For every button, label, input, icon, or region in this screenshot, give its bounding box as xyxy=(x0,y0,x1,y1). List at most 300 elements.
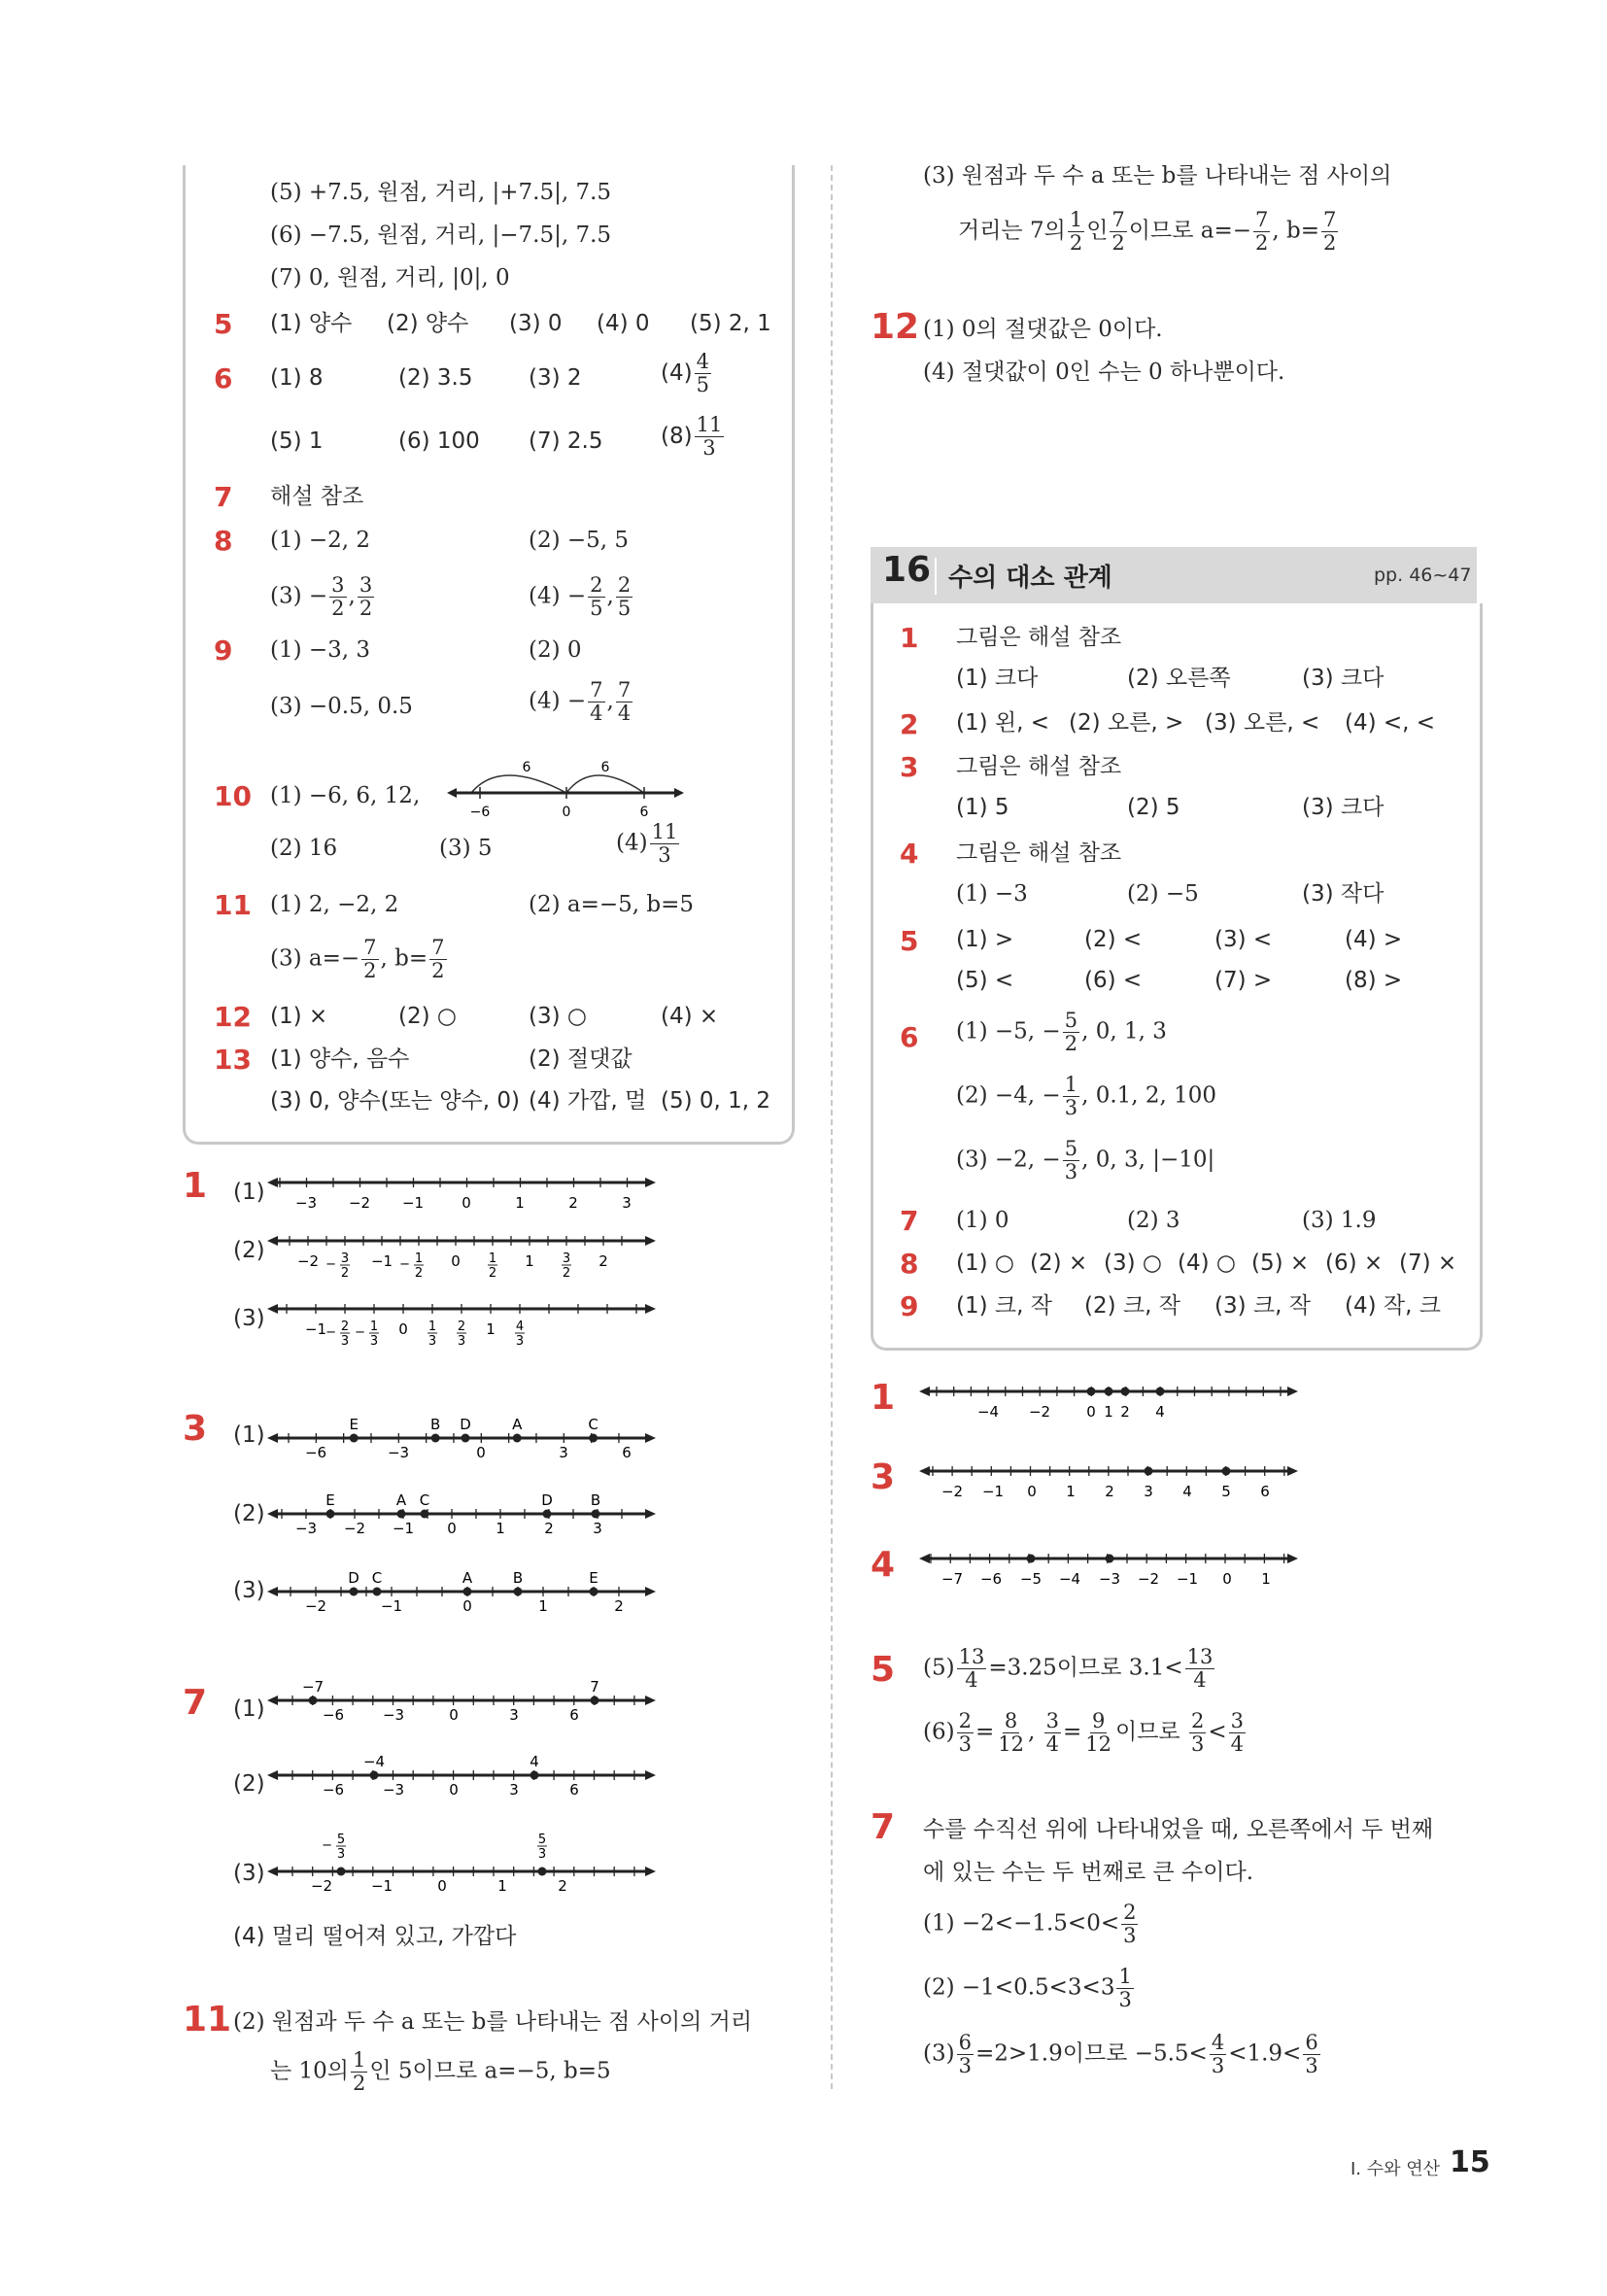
tick-label: A xyxy=(462,1569,473,1587)
explanation-line: (1) 0의 절댓값은 0이다. xyxy=(923,317,1163,342)
fraction: $\frac{13}{4}$ xyxy=(1186,1645,1214,1692)
answer: (1) 5 xyxy=(956,795,1009,820)
point-marker xyxy=(543,1510,552,1519)
tick-label: −3 xyxy=(387,1444,410,1461)
point-marker xyxy=(1087,1388,1096,1396)
tick-label: C xyxy=(588,1416,598,1433)
question-number: 7 xyxy=(214,481,233,513)
tick-label: 3 xyxy=(457,1334,466,1349)
answer: (3) 크다 xyxy=(1302,666,1385,691)
answer: (4) × xyxy=(661,1004,719,1029)
arrow-head xyxy=(919,1466,930,1476)
answer: (6) 100 xyxy=(398,428,480,454)
tick-label: −6 xyxy=(322,1781,345,1799)
explanation-line: 에 있는 수는 두 번째로 큰 수이다. xyxy=(923,1860,1254,1885)
number-line xyxy=(267,1409,656,1469)
tick-label: 1 xyxy=(1066,1483,1076,1500)
jump-label: 6 xyxy=(600,760,610,775)
answer: (1) 왼, < xyxy=(956,710,1050,736)
tick-label: 0 xyxy=(462,1194,471,1212)
row-label: (1) xyxy=(233,1696,265,1722)
answer: (3) ○ xyxy=(529,1004,587,1029)
tick-label: 3 xyxy=(509,1706,519,1724)
answer: (1) 양수 xyxy=(270,311,353,336)
tick-label: −1 xyxy=(380,1597,403,1615)
tick-label: 3 xyxy=(340,1334,350,1349)
answer: (4) − $\frac{2}{5}$ , $\frac{2}{5}$ xyxy=(529,573,632,620)
fraction: $\frac{7}{2}$ xyxy=(1111,208,1125,255)
point-marker xyxy=(589,1434,598,1443)
tick-label: 0 xyxy=(462,1597,472,1615)
tick-label: E xyxy=(349,1416,359,1433)
fraction: $\frac{4}{3}$ xyxy=(1211,2031,1225,2077)
point-marker xyxy=(530,1771,539,1780)
fraction: $\frac{7}{2}$ xyxy=(1323,208,1337,255)
question-number: 9 xyxy=(214,634,233,667)
tick-label: 3 xyxy=(369,1334,379,1349)
tick-label: 2 xyxy=(568,1194,578,1212)
tick-label: 0 xyxy=(447,1520,457,1537)
tick-label: 0 xyxy=(1086,1403,1096,1421)
arrow-head xyxy=(267,1696,278,1705)
answer-line: (5) +7.5, 원점, 거리, |+7.5|, 7.5 xyxy=(270,180,612,205)
question-number: 1 xyxy=(871,1378,896,1418)
arrow-head xyxy=(267,1304,278,1314)
tick-label: 0 xyxy=(1027,1483,1037,1500)
answer: 그림은 해설 참조 xyxy=(956,754,1122,779)
answer: (5) < xyxy=(956,968,1014,993)
tick-label: 6 xyxy=(569,1781,579,1799)
fraction: $\frac{3}{2}$ xyxy=(331,573,345,620)
answer: (3) 0 xyxy=(509,311,563,336)
answer: (7) × xyxy=(1399,1251,1457,1276)
point-marker xyxy=(421,1510,429,1519)
row-label: (3) xyxy=(233,1306,265,1331)
tick-label: 2 xyxy=(1120,1403,1130,1421)
tick-label: 1 xyxy=(1261,1570,1271,1588)
arrow-head xyxy=(1287,1387,1298,1396)
page-number: 15 xyxy=(1450,2145,1490,2179)
tick-label: 5 xyxy=(336,1833,346,1847)
answer-line: (7) 0, 원점, 거리, |0|, 0 xyxy=(270,265,510,291)
arrow-head xyxy=(645,1770,656,1780)
tick-label: −3 xyxy=(294,1520,318,1537)
tick-label: B xyxy=(512,1569,524,1587)
tick-label: −2 xyxy=(304,1597,327,1615)
question-number: 1 xyxy=(183,1166,208,1206)
answer: (3) 0, 양수(또는 양수, 0) xyxy=(270,1088,520,1114)
tick-label: − xyxy=(322,1838,332,1853)
answer: (1) 양수, 음수 xyxy=(270,1046,410,1072)
answer: (1) −3, 3 xyxy=(270,637,371,663)
answer: 그림은 해설 참조 xyxy=(956,840,1122,866)
arrow-head xyxy=(919,1554,930,1563)
tick-label: 1 xyxy=(369,1319,379,1334)
answer: (3) $\frac{6}{3}$ =2>1.9이므로 −5.5< $\frac{4}{3}$ <1.9< $\frac{6}{3}$ xyxy=(923,2031,1318,2077)
tick-label: −6 xyxy=(979,1570,1003,1588)
tick-label: −7 xyxy=(940,1570,964,1588)
fraction: $\frac{8}{12}$ xyxy=(998,1709,1024,1756)
tick-label: 2 xyxy=(598,1252,608,1270)
answer: (3) 작다 xyxy=(1302,881,1385,907)
tick-label: C xyxy=(371,1569,383,1587)
answer: (2) × xyxy=(1030,1251,1088,1276)
answer: (2) 16 xyxy=(270,836,338,861)
tick-label: 2 xyxy=(544,1520,554,1537)
arrow-head xyxy=(645,1867,656,1876)
number-line xyxy=(267,1746,656,1808)
tick-label: 1 xyxy=(538,1597,548,1615)
answer-label: (8) xyxy=(661,424,693,449)
explanation-line: (4) 절댓값이 0인 수는 0 하나뿐이다. xyxy=(923,360,1285,385)
answer: (2) 오른쪽 xyxy=(1127,666,1231,691)
arrow-head xyxy=(645,1304,656,1314)
question-number: 13 xyxy=(214,1044,252,1076)
point-marker xyxy=(431,1434,440,1443)
answer: (6) × xyxy=(1325,1251,1384,1276)
answer: (3) −0.5, 0.5 xyxy=(270,694,413,719)
fraction: $\frac{1}{3}$ xyxy=(1064,1073,1078,1119)
tick-label: 1 xyxy=(525,1252,534,1270)
question-number: 11 xyxy=(183,2000,232,2039)
fraction: $\frac{11}{3}$ xyxy=(696,413,723,460)
tick-label: 3 xyxy=(509,1781,519,1799)
answer xyxy=(661,415,726,459)
point-marker xyxy=(590,1588,598,1596)
point-marker xyxy=(538,1868,547,1876)
tick-label: 4 xyxy=(530,1753,539,1770)
answer: (4) > xyxy=(1345,927,1403,952)
number-line xyxy=(267,1297,656,1367)
point-marker xyxy=(1105,1388,1113,1396)
arrow-head xyxy=(645,1178,656,1187)
jump-arc-right xyxy=(566,775,644,793)
arrow-head xyxy=(645,1587,656,1596)
arrow-head xyxy=(645,1433,656,1443)
number-line xyxy=(267,1823,656,1904)
answer xyxy=(661,352,713,395)
answer: (1) −5, − $\frac{5}{2}$ , 0, 1, 3 xyxy=(956,1009,1167,1055)
answer: (4) − $\frac{7}{4}$ , $\frac{7}{4}$ xyxy=(529,678,632,725)
tick-label: −1 xyxy=(392,1520,415,1537)
tick-label: −3 xyxy=(382,1706,405,1724)
answer: (1) −2<−1.5<0< $\frac{2}{3}$ xyxy=(923,1901,1137,1947)
question-number: 7 xyxy=(900,1205,919,1237)
answer: (1) > xyxy=(956,927,1014,952)
question-number: 6 xyxy=(900,1021,919,1053)
tick-label: A xyxy=(395,1491,407,1509)
answer: (2) 3 xyxy=(1127,1208,1180,1233)
tick-label: −2 xyxy=(1137,1570,1160,1588)
tick-label: −1 xyxy=(1176,1570,1199,1588)
tick-label: −1 xyxy=(370,1877,393,1895)
answer: (2) 양수 xyxy=(387,311,469,336)
tick-label: 1 xyxy=(488,1251,497,1266)
answer: (4) $\frac{11}{3}$ xyxy=(616,820,678,867)
tick-label: −2 xyxy=(310,1877,333,1895)
answer: (1) × xyxy=(270,1004,328,1029)
point-marker xyxy=(1145,1467,1153,1476)
tick-label: 2 xyxy=(1105,1483,1114,1500)
question-number: 2 xyxy=(900,708,919,740)
answer: (3) 오른, < xyxy=(1205,710,1320,736)
answer: (2) 절댓값 xyxy=(529,1046,633,1072)
tick-label: 3 xyxy=(427,1334,437,1349)
tick-label: − xyxy=(325,1325,336,1340)
point-marker xyxy=(309,1696,318,1705)
answer: (4) 작, 크 xyxy=(1345,1293,1441,1319)
question-number: 8 xyxy=(214,525,233,557)
question-number: 5 xyxy=(871,1650,896,1690)
tick-label: −2 xyxy=(348,1194,371,1212)
tick-label: 3 xyxy=(1144,1483,1153,1500)
tick-label: 0 xyxy=(562,805,571,820)
question-number: 12 xyxy=(871,307,920,347)
tick-label: 2 xyxy=(340,1319,350,1334)
answer: 해설 참조 xyxy=(270,484,364,509)
tick-label: 6 xyxy=(1260,1483,1270,1500)
arrow-head xyxy=(674,788,684,798)
answer: (8) > xyxy=(1345,968,1403,993)
question-number: 9 xyxy=(900,1290,919,1322)
tick-label: −6 xyxy=(469,805,491,820)
answer: (1) −3 xyxy=(956,881,1028,907)
tick-label: 7 xyxy=(590,1678,599,1696)
fraction: $\frac{9}{12}$ xyxy=(1085,1709,1111,1756)
answer: (2) −1<0.5<3<3 $\frac{1}{3}$ xyxy=(923,1965,1132,2011)
point-marker xyxy=(1121,1388,1130,1396)
arrow-head xyxy=(267,1236,278,1246)
fraction: $\frac{7}{4}$ xyxy=(590,678,603,725)
fraction: $\frac{13}{4}$ xyxy=(958,1645,985,1692)
arrow-head xyxy=(267,1587,278,1596)
tick-label: 3 xyxy=(622,1194,632,1212)
tick-label: 3 xyxy=(537,1847,547,1862)
answer: (1) 2, −2, 2 xyxy=(270,892,399,917)
arrow-head xyxy=(267,1770,278,1780)
tick-label: B xyxy=(590,1491,601,1509)
fraction: $\frac{2}{5}$ xyxy=(590,573,603,620)
tick-label: 1 xyxy=(427,1319,437,1334)
tick-label: 3 xyxy=(593,1520,602,1537)
answer: (2) 0 xyxy=(529,637,582,663)
tick-label: D xyxy=(348,1569,359,1587)
question-number: 7 xyxy=(183,1683,208,1723)
tick-label: 2 xyxy=(414,1266,424,1281)
answer: (5) 1 xyxy=(270,428,324,454)
question-number: 3 xyxy=(183,1409,208,1449)
tick-label: 2 xyxy=(457,1319,466,1334)
tick-label: 4 xyxy=(1182,1483,1192,1500)
tick-label: E xyxy=(589,1569,598,1587)
question-number: 12 xyxy=(214,1001,252,1033)
tick-label: 4 xyxy=(1155,1403,1165,1421)
tick-label: −1 xyxy=(304,1320,327,1338)
point-marker xyxy=(1222,1467,1231,1476)
fraction: $\frac{5}{2}$ xyxy=(1064,1009,1078,1055)
row-label: (2) xyxy=(233,1238,265,1263)
arrow-head xyxy=(267,1867,278,1876)
tick-label: −3 xyxy=(1098,1570,1121,1588)
answer: (2) −5, 5 xyxy=(529,528,630,553)
answer: (3) 1.9 xyxy=(1302,1208,1377,1233)
answer: (2) < xyxy=(1084,927,1143,952)
tick-label: 1 xyxy=(515,1194,525,1212)
answer: (3) a=− $\frac{7}{2}$ , b= $\frac{7}{2}$ xyxy=(270,936,445,982)
fraction: $\frac{2}{5}$ xyxy=(617,573,632,620)
fraction: $\frac{3}{2}$ xyxy=(359,573,373,620)
section-title: 수의 대소 관계 xyxy=(948,564,1112,593)
page-reference: pp. 46~47 xyxy=(1374,565,1472,586)
answer: (5) × xyxy=(1251,1251,1310,1276)
point-marker xyxy=(514,1588,523,1596)
fraction: $\frac{1}{2}$ xyxy=(353,2048,366,2095)
question-number: 11 xyxy=(214,889,252,921)
answer: (1) −2, 2 xyxy=(270,528,371,553)
point-marker xyxy=(397,1510,406,1519)
tick-label: 5 xyxy=(537,1833,547,1847)
answer: (6) $\frac{2}{3}$ = $\frac{8}{12}$ , $\frac{3}{4}$ = $\frac{9}{12}$ 이므로 $\frac{2}{3}$ < $\frac{3}{4}$ xyxy=(923,1709,1244,1756)
arrow-head xyxy=(919,1387,930,1396)
tick-label: −3 xyxy=(382,1781,405,1799)
answer: (2) 5 xyxy=(1127,795,1180,820)
tick-label: D xyxy=(541,1491,553,1509)
answer: (1) −6, 6, 12, xyxy=(270,783,421,808)
answer: (1) ○ xyxy=(956,1251,1014,1276)
tick-label: 1 xyxy=(414,1251,424,1266)
explanation-line: 거리는 7의 $\frac{1}{2}$ 인 $\frac{7}{2}$ 이므로 a=− $\frac{7}{2}$ , b= $\frac{7}{2}$ xyxy=(958,208,1337,255)
column-divider xyxy=(831,165,833,2089)
fraction: $\frac{11}{3}$ xyxy=(651,820,678,867)
arrow-head xyxy=(1287,1466,1298,1476)
answer: (3) < xyxy=(1214,927,1273,952)
tick-label: 0 xyxy=(398,1320,408,1338)
arrow-head xyxy=(645,1236,656,1246)
point-marker xyxy=(350,1434,359,1443)
answer: (4) ○ xyxy=(1178,1251,1236,1276)
arrow-head xyxy=(645,1509,656,1519)
answer: (4) 가깝, 멀 xyxy=(529,1088,647,1114)
jump-label: 6 xyxy=(522,760,531,775)
number-line xyxy=(919,1459,1298,1504)
tick-label: 6 xyxy=(569,1706,579,1724)
fraction: $\frac{2}{3}$ xyxy=(958,1709,972,1756)
row-label: (3) xyxy=(233,1578,265,1603)
tick-label: C xyxy=(419,1491,430,1509)
number-line xyxy=(267,1229,656,1295)
tick-label: 2 xyxy=(488,1266,497,1281)
tick-label: 3 xyxy=(562,1251,571,1266)
answer-line: (6) −7.5, 원점, 거리, |−7.5|, 7.5 xyxy=(270,223,612,248)
number-line xyxy=(267,1671,656,1733)
number-line-q10 xyxy=(447,748,690,826)
answer: (7) > xyxy=(1214,968,1273,993)
fraction: $\frac{7}{2}$ xyxy=(1255,208,1269,255)
question-number: 5 xyxy=(214,308,233,340)
question-number: 7 xyxy=(871,1807,896,1847)
explanation-line: (3) 원점과 두 수 a 또는 b를 나타내는 점 사이의 xyxy=(923,163,1392,188)
tick-label: −4 xyxy=(362,1753,386,1770)
answer: (2) a=−5, b=5 xyxy=(529,892,695,917)
point-marker xyxy=(373,1588,382,1596)
number-line xyxy=(267,1171,656,1219)
answer: (6) < xyxy=(1084,968,1143,993)
fraction: $\frac{6}{3}$ xyxy=(958,2031,972,2077)
tick-label: − xyxy=(355,1325,365,1340)
tick-label: 5 xyxy=(1221,1483,1231,1500)
arrow-head xyxy=(267,1433,278,1443)
question-number: 3 xyxy=(900,751,919,783)
tick-label: 2 xyxy=(562,1266,571,1281)
point-marker xyxy=(462,1434,470,1443)
tick-label: 0 xyxy=(449,1781,459,1799)
tick-label: 3 xyxy=(336,1847,346,1862)
tick-label: A xyxy=(512,1416,523,1433)
jump-arc-left xyxy=(471,775,566,793)
tick-label: 2 xyxy=(558,1877,567,1895)
tick-label: 0 xyxy=(1222,1570,1232,1588)
tick-label: E xyxy=(325,1491,335,1509)
tick-label: 4 xyxy=(515,1319,525,1334)
explanation-line: 는 10의 $\frac{1}{2}$ 인 5이므로 a=−5, b=5 xyxy=(270,2048,611,2095)
tick-label: −5 xyxy=(1019,1570,1043,1588)
point-marker xyxy=(591,1696,599,1705)
tick-label: −1 xyxy=(981,1483,1005,1500)
tick-label: −4 xyxy=(976,1403,1000,1421)
number-line xyxy=(267,1485,656,1545)
point-marker xyxy=(1027,1555,1036,1563)
number-line xyxy=(919,1380,1298,1424)
fraction: $\frac{7}{2}$ xyxy=(431,936,445,982)
answer: (3) 크, 작 xyxy=(1214,1293,1311,1319)
question-number: 1 xyxy=(900,622,919,654)
answer: (4) 0 xyxy=(597,311,650,336)
answer: (7) 2.5 xyxy=(529,428,603,454)
tick-label: − xyxy=(325,1257,336,1272)
point-marker xyxy=(370,1771,379,1780)
answer: (2) 크, 작 xyxy=(1084,1293,1180,1319)
tick-label: 3 xyxy=(340,1251,350,1266)
explanation-line: (2) 원점과 두 수 a 또는 b를 나타내는 점 사이의 거리 xyxy=(233,2009,753,2035)
answer: (2) −4, − $\frac{1}{3}$ , 0.1, 2, 100 xyxy=(956,1073,1217,1119)
tick-label: 1 xyxy=(496,1520,505,1537)
tick-label: −4 xyxy=(1058,1570,1081,1588)
question-number: 4 xyxy=(900,838,919,870)
section-number: 16 xyxy=(882,550,932,590)
answer: (2) −5 xyxy=(1127,881,1199,907)
section-divider xyxy=(935,558,937,595)
point-marker xyxy=(350,1588,359,1596)
tick-label: − xyxy=(399,1257,410,1272)
point-marker xyxy=(1106,1555,1114,1563)
point-marker xyxy=(337,1868,346,1876)
question-number: 3 xyxy=(871,1457,896,1497)
tick-label: 1 xyxy=(1104,1403,1113,1421)
tick-label: 6 xyxy=(622,1444,632,1461)
answer: (2) 3.5 xyxy=(398,365,473,391)
tick-label: 0 xyxy=(449,1706,459,1724)
fraction: $\frac{7}{2}$ xyxy=(363,936,377,982)
point-marker xyxy=(463,1588,472,1596)
number-line xyxy=(267,1562,656,1623)
tick-label: D xyxy=(460,1416,471,1433)
fraction: $\frac{6}{3}$ xyxy=(1305,2031,1318,2077)
question-number: 10 xyxy=(214,780,252,812)
point-marker xyxy=(326,1510,335,1519)
answer: (4) 멀리 떨어져 있고, 가깝다 xyxy=(233,1924,517,1949)
answer: 그림은 해설 참조 xyxy=(956,625,1122,650)
question-number: 6 xyxy=(214,362,233,394)
